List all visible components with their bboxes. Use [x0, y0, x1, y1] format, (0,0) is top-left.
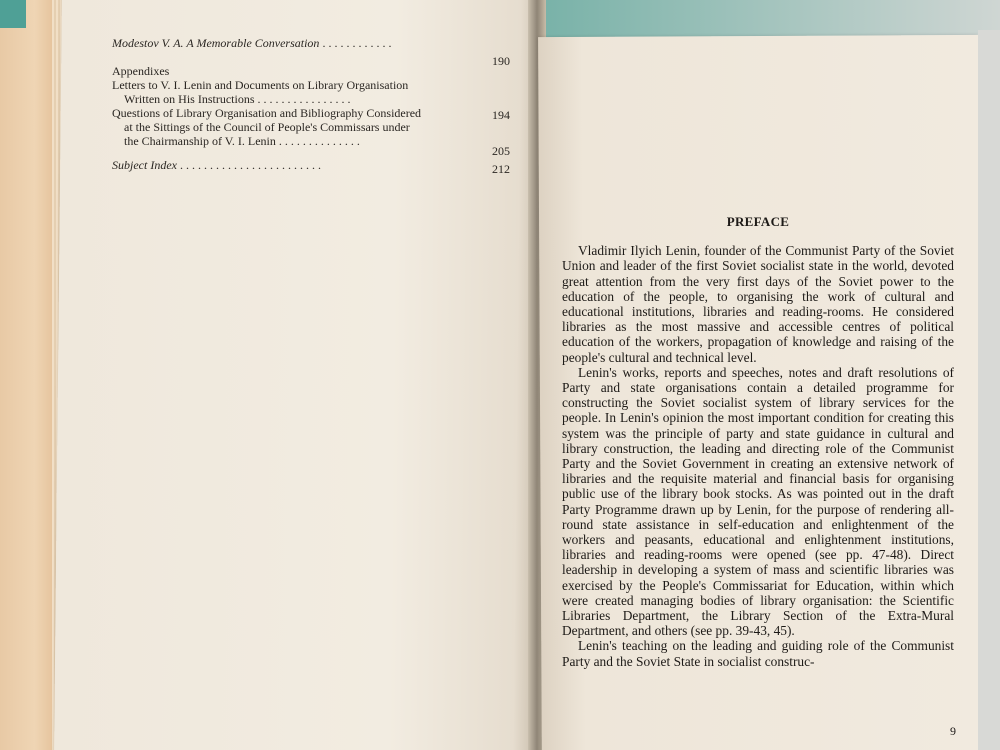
toc-entry-modestov — [112, 36, 510, 68]
preface-paragraph: Vladimir Ilyich Lenin, founder of the Communist Party of the Soviet Union and leader of the first Soviet socialist state in the world, devoted great attention from the very first days of the Soviet power to the education of the people, to organising the work of cultural and educational institutions, libraries and reading-rooms. He considered libraries as the most massive and accessible centres of political education of the workers, propagation of knowledge and raising of the people's cultural and technical level. — [562, 243, 954, 365]
toc-entry-line: the Chairmanship of V. I. Lenin — [124, 134, 276, 148]
table-surface — [978, 30, 1000, 750]
preface-title: PREFACE — [726, 214, 790, 229]
toc-leader-dots: . . . . . . . . . . . . . . — [275, 134, 360, 148]
toc-entry-subject-index — [112, 158, 510, 176]
toc-entry-questions — [112, 106, 510, 158]
preface-paragraph: Lenin's teaching on the leading and guiding role of the Communist Party and the Soviet State in socialist construc- — [562, 638, 954, 669]
toc-page-number: 190 — [492, 54, 510, 68]
book-cover-corner — [0, 0, 26, 28]
toc-entry-title: Modestov V. A. A Memorable Conversation — [112, 36, 320, 50]
toc-leader-dots: . . . . . . . . . . . . . . . . — [254, 92, 351, 106]
page-number: 9 — [950, 724, 956, 738]
book-cover-edge — [0, 0, 58, 750]
toc-leader-dots: . . . . . . . . . . . . . . . . . . . . . . . . — [176, 158, 321, 172]
toc-page-number: 194 — [492, 108, 510, 122]
toc-page-number: 212 — [492, 162, 510, 176]
toc-entry-line: Questions of Library Organisation and Bibliography Considered — [112, 106, 422, 120]
toc-appendixes-heading: Appendixes — [112, 64, 170, 78]
toc-entry-title: Subject Index — [112, 158, 177, 172]
table-of-contents — [112, 36, 510, 176]
preface-paragraph: Lenin's works, reports and speeches, notes and draft resolutions of Party and state organisations contain a detailed programme for constructing the Soviet socialist system of library services for the people. In Lenin's opinion the most important condition for creating this system was the principle of party and state guidance in cultural and library construction, the leading and directing role of the Communist Party and the Soviet Government in creating an extensive network of libraries and the requisite material and financial basis for organising public use of the library book stocks. As was pointed out in the draft Party Programme drawn up by Lenin, for the purpose of rendering all-round state assistance in self-education and enlightenment of the workers and peasants, educational and enlightenment institutions, libraries and reading-rooms were opened (see pp. 47-48). Direct leadership in developing a system of mass and scientific libraries was exercised by the People's Commissariat for Education, within which were created managing bodies of library organisation: the Scientific Libraries Department, the Library Section of the Extra-Mural Department, and others (see pp. 39-43, 45). — [562, 364, 954, 639]
toc-entry-line: Written on His Instructions — [124, 92, 255, 106]
toc-entry-line: at the Sittings of the Council of People's Commissars under — [124, 120, 410, 134]
preface-text — [562, 214, 954, 669]
toc-page-number: 205 — [492, 144, 510, 158]
toc-entry-line: Letters to V. I. Lenin and Documents on Library Organisation — [112, 78, 409, 92]
toc-leader-dots: . . . . . . . . . . . . — [319, 36, 392, 50]
